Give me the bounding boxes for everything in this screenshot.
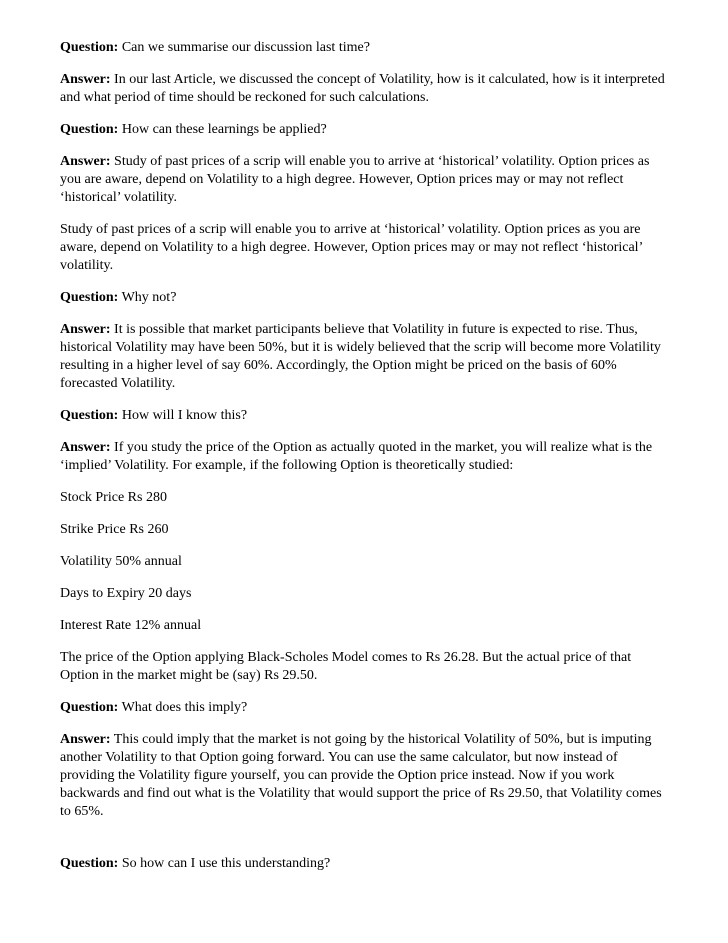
question-label: Question: [60, 408, 119, 423]
question-text: How can these learnings be applied? [121, 122, 327, 137]
option-param-stock-price: Stock Price Rs 280 [60, 490, 167, 505]
answer-label: Answer: [60, 732, 111, 747]
answer-text: It is possible that market participants believe that Volatility in future is expected to rise. Thus, historical Volatility may have been 50%, but it is widely believed that the scrip will become more Volatility resulting in a higher level of say 60%. Accordingly, the Option might be priced on the basis of 60% forecasted Volatility. [60, 322, 661, 391]
answer-label: Answer: [60, 440, 111, 455]
question-label: Question: [60, 122, 119, 137]
answer-text: This could imply that the market is not going by the historical Volatility of 50%, but is imputing another Volatility to that Option going forward. You can use the same calculator, but now instead of providing the Volatility figure yourself, you can provide the Option price instead. Now if you work backwards and find out what is the Volatility that would support the price of Rs 29.50, that Volatility comes to 65%. [60, 732, 662, 819]
option-param-interest-rate: Interest Rate 12% annual [60, 618, 202, 633]
question-label: Question: [60, 40, 119, 55]
question-label: Question: [60, 290, 119, 305]
answer-text: If you study the price of the Option as actually quoted in the market, you will realize what is the ‘implied’ Volatility. For example, if the following Option is theoretically studied: [60, 440, 653, 473]
question-text: What does this imply? [121, 700, 248, 715]
question-text: So how can I use this understanding? [121, 856, 331, 871]
answer-text: In our last Article, we discussed the concept of Volatility, how is it calculated, how is it interpreted and what period of time should be reckoned for such calculations. [60, 72, 665, 105]
qa-question [60, 121, 672, 139]
answer-text: Study of past prices of a scrip will enable you to arrive at ‘historical’ volatility. Option prices as you are aware, depend on Volatility to a high degree. However, Option prices may or may not reflect ‘historical’ volatility. [60, 154, 650, 205]
question-label: Question: [60, 856, 119, 871]
qa-answer [60, 321, 672, 393]
qa-answer [60, 153, 672, 207]
document-page [60, 39, 672, 887]
qa-answer [60, 731, 672, 821]
option-param-days-to-expiry: Days to Expiry 20 days [60, 586, 192, 601]
body-paragraph: The price of the Option applying Black-Scholes Model comes to Rs 26.28. But the actual price of that Option in the market might be (say) Rs 29.50. [60, 650, 632, 683]
body-paragraph: Study of past prices of a scrip will enable you to arrive at ‘historical’ volatility. Option prices as you are aware, depend on Volatility to a high degree. However, Option prices may or may not reflect ‘historical’ volatility. [60, 222, 643, 273]
qa-question [60, 699, 672, 717]
qa-question [60, 855, 672, 873]
answer-label: Answer: [60, 322, 111, 337]
question-text: How will I know this? [121, 408, 248, 423]
option-param-volatility: Volatility 50% annual [60, 554, 182, 569]
qa-question [60, 289, 672, 307]
answer-label: Answer: [60, 154, 111, 169]
qa-answer [60, 439, 672, 475]
question-text: Can we summarise our discussion last time? [121, 40, 370, 55]
qa-question [60, 39, 672, 57]
qa-answer [60, 71, 672, 107]
answer-label: Answer: [60, 72, 111, 87]
question-label: Question: [60, 700, 119, 715]
question-text: Why not? [121, 290, 177, 305]
option-param-strike-price: Strike Price Rs 260 [60, 522, 169, 537]
qa-question [60, 407, 672, 425]
